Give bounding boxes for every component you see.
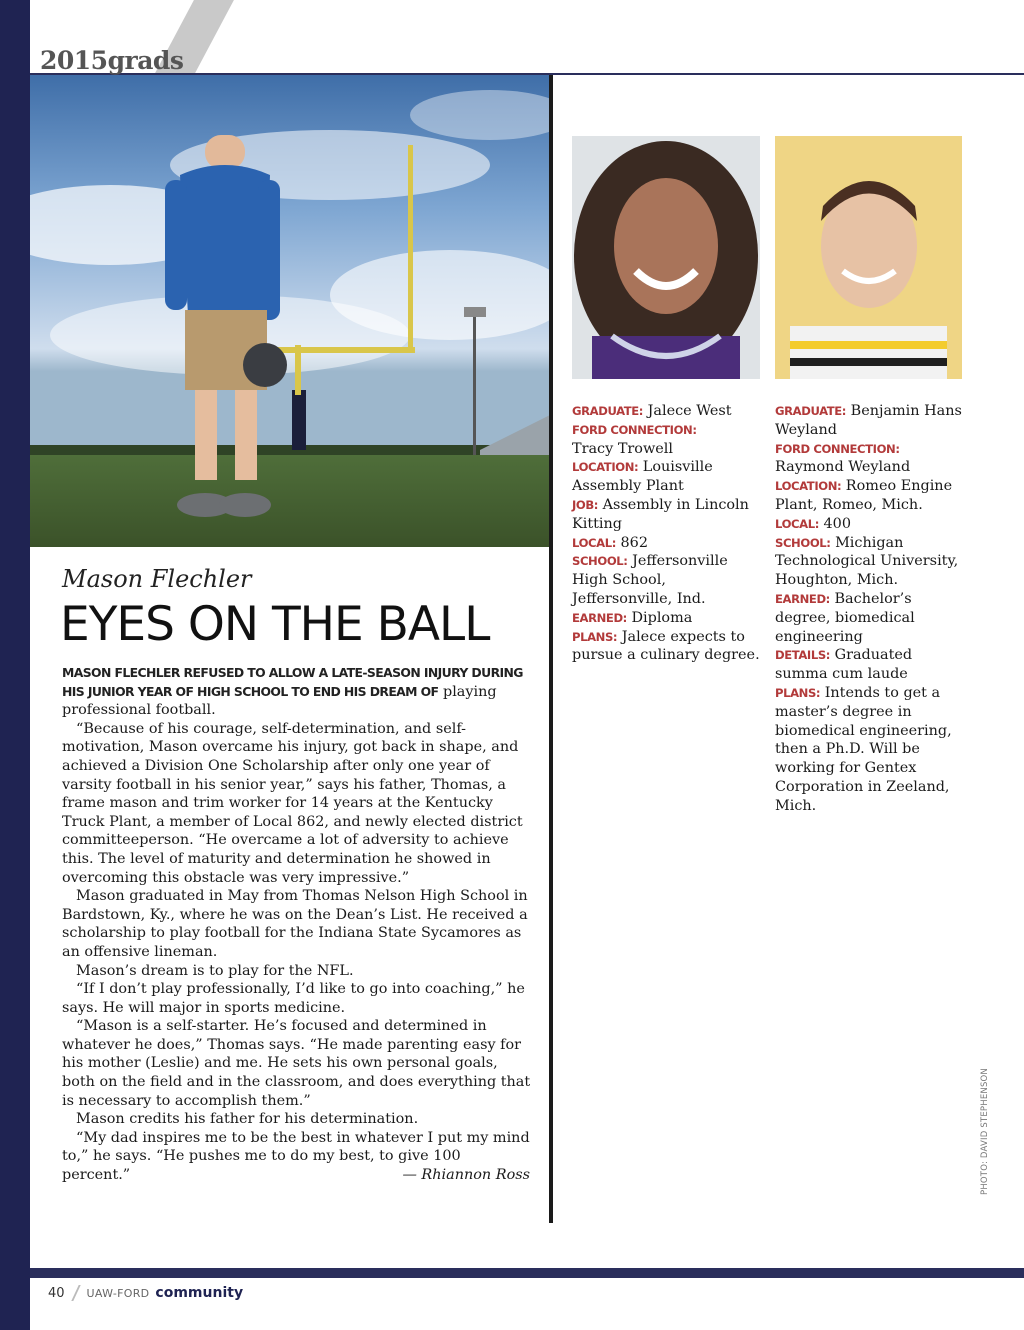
grad-entry (572, 609, 767, 628)
story-paragraph: “My dad inspires me to be the best in whatever I put my mind to,” he says. “He pushes me to do my best, to give 100 percent.” (62, 1129, 530, 1184)
grad-entry-label: PLANS: (775, 685, 821, 700)
grad-entry-value: Louisville Assembly Plant (572, 459, 713, 495)
grad-entry-value: 862 (615, 534, 648, 551)
footer-separator (71, 1285, 80, 1301)
grad-entry-label: FORD CONNECTION: (775, 441, 900, 456)
grad-photo-illustration (572, 136, 760, 379)
grad-info-benjamin-weyland (775, 402, 965, 816)
photo-credit: PHOTO: DAVID STEPHENSON (980, 1068, 990, 1195)
publication-name: community (155, 1285, 244, 1301)
story-lead-caps: MASON FLECHLER REFUSED TO ALLOW A LATE-SEASON INJURY DURING HIS JUNIOR YEAR OF HIGH SCHOOL TO END HIS DREAM OF (62, 665, 523, 699)
grad-entry-label: DETAILS: (775, 648, 831, 663)
grad-entry-label: EARNED: (775, 591, 830, 606)
grad-entry-label: FORD CONNECTION: (572, 422, 697, 437)
page-footer (48, 1285, 243, 1301)
grad-entry-label: LOCAL: (775, 516, 819, 531)
grad-photo-jalece-west (572, 136, 760, 379)
story-paragraph: Mason’s dream is to play for the NFL. (76, 962, 354, 979)
story-byline: — Rhiannon Ross (402, 1167, 530, 1183)
grad-entry-value: Graduated summa cum laude (775, 647, 913, 683)
grad-entry-value: Romeo Engine Plant, Romeo, Mich. (775, 478, 953, 513)
grad-entry (572, 534, 767, 553)
story-headline: EYES ON THE BALL (60, 597, 490, 652)
column-divider (549, 75, 553, 1223)
grad-entry-value: Jeffersonville High School, Jeffersonville, Ind. (572, 553, 728, 607)
grad-entry-label: JOB: (572, 497, 599, 512)
grad-entry-value: Jalece expects to pursue a culinary degree. (572, 628, 760, 664)
grad-entry-label: EARNED: (572, 610, 627, 625)
grad-entry-label: LOCATION: (572, 460, 639, 475)
grad-entry (572, 458, 767, 496)
story-body (62, 664, 532, 1185)
story-lead-rest: playing professional football. (62, 683, 497, 719)
publication-prefix: UAW-FORD (86, 1286, 150, 1300)
grad-photo-benjamin-weyland (775, 136, 962, 379)
grad-entry (572, 421, 767, 459)
grad-entry-label: SCHOOL: (572, 554, 628, 569)
grad-entry (775, 684, 965, 816)
grad-entry-label: PLANS: (572, 629, 618, 644)
story-lead-paragraph (62, 664, 532, 720)
story-paragraph: “Because of his courage, self-determination, and self-motivation, Mason overcame his injury, got back in shape, and achieved a Division One Scholarship after only one year of varsity football in his senior year,” says his father, Thomas, a frame mason and trim worker for 14 years at the Kentucky Truck Plant, a member of Local 862, and newly elected district committeeperson. “He overcame a lot of adversity to achieve this. The level of maturity and determination he showed in overcoming this obstacle was very impressive.” (62, 720, 523, 886)
grad-entry-value: Diploma (626, 609, 693, 626)
grad-entry-value: Bachelor’s degree, biomedical engineering (775, 590, 915, 645)
grad-entry-value: Intends to get a master’s degree in biomedical engineering, then a Ph.D. Will be working for Gentex Corporation in Zeeland, Mich. (775, 684, 952, 814)
grad-photo-illustration (775, 136, 962, 379)
story-subject-name: Mason Flechler (62, 565, 252, 593)
grad-entry (572, 402, 767, 421)
grad-entry (775, 515, 965, 534)
grad-entry-label: LOCATION: (775, 479, 842, 494)
page-number: 40 (48, 1285, 65, 1301)
grad-entry-value: Assembly in Lincoln Kitting (572, 496, 749, 532)
grad-entry-label: SCHOOL: (775, 535, 831, 550)
grad-entry-label: LOCAL: (572, 535, 616, 550)
story-paragraph: Mason credits his father for his determination. (76, 1111, 419, 1128)
grad-entry (775, 534, 965, 590)
grad-entry (572, 496, 767, 534)
grad-entry (775, 402, 965, 440)
main-photo-football-player (30, 75, 550, 547)
grad-entry-label: GRADUATE: (775, 404, 847, 418)
grad-entry (572, 552, 767, 608)
grad-info-jalece-west (572, 402, 767, 665)
grad-entry (572, 628, 767, 666)
footer-band (30, 1268, 1024, 1278)
story-paragraph: Mason graduated in May from Thomas Nelson High School in Bardstown, Ky., where he was on the Dean’s List. He received a scholarship to play football for the Indiana State Sycamores as an offensive lineman. (62, 888, 528, 960)
grad-entry (775, 590, 965, 646)
grad-entry-value: Benjamin Hans Weyland (775, 403, 962, 438)
grad-entry-label: GRADUATE: (572, 404, 644, 418)
grad-entry-value: Jalece West (643, 403, 732, 419)
left-navy-bar (0, 0, 30, 1330)
grad-entry-value: Michigan Technological University, Houghton, Mich. (775, 534, 959, 589)
grad-entry-value: 400 (818, 515, 851, 532)
grad-entry (775, 477, 965, 515)
section-title: 2015grads (40, 46, 184, 75)
grad-entry (775, 646, 965, 684)
story-paragraph: “Mason is a self-starter. He’s focused and determined in whatever he does,” Thomas says. “He made parenting easy for his mother (Leslie) and me. He sets his own personal goals, both on the field and in the classroom, and does everything that is necessary to accomplish them.” (62, 1018, 531, 1109)
grad-entry (775, 440, 965, 478)
grad-entry-value: Raymond Weyland (775, 459, 911, 476)
grad-entry-value: Tracy Trowell (572, 440, 674, 457)
story-paragraph: “If I don’t play professionally, I’d like to go into coaching,” he says. He will major in sports medicine. (62, 981, 525, 1016)
main-photo-illustration (30, 75, 550, 547)
